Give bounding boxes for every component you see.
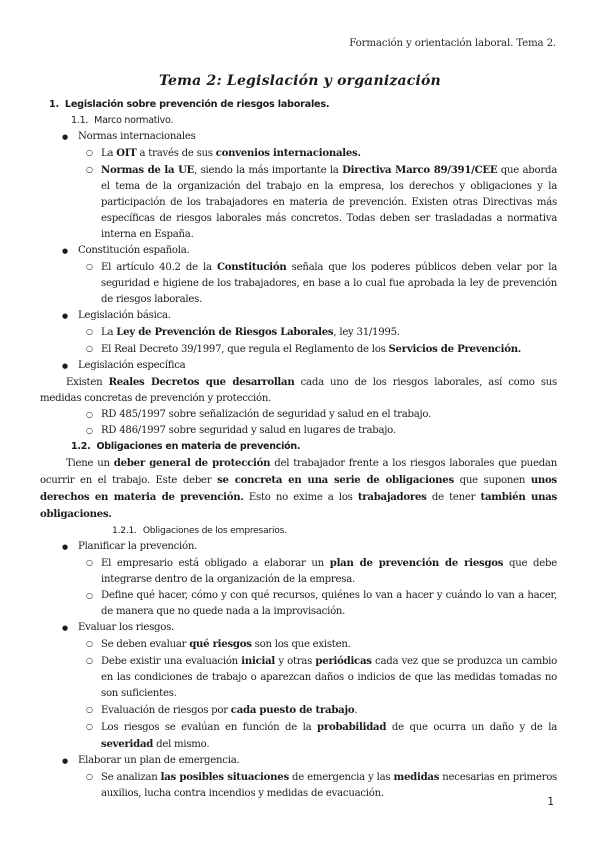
document-body [40,97,557,802]
page-header: Formación y orientación laboral. Tema 2. [349,37,556,49]
list-item: ● Legislación específica [40,358,557,374]
body-paragraph: Existen Reales Decretos que desarrollan cada uno de los riesgos laborales, así como sus medidas concretas de prevención y protección. [40,376,558,404]
subsection-heading-1-2: 1.2. Obligaciones en materia de prevención. [71,441,301,452]
subsection-heading-1-1: 1.1. Marco normativo. [71,115,174,126]
list-item: ● Legislación básica. [40,308,557,324]
list-subitem: ○ El Real Decreto 39/1997, que regula el Reglamento de los Servicios de Prevención. [40,341,557,358]
list-subitem: ○ La OIT a través de sus convenios internacionales. [40,145,557,162]
list-subitem: ○ El artículo 40.2 de la Constitución señala que los poderes públicos deben velar por la seguridad e higiene de los trabajadores, en base a lo cual fue aprobada la ley de prevención de riesgos laborales. [40,259,557,308]
list-subitem: ○ Debe existir una evaluación inicial y otras periódicas cada vez que se produzca un cambio en las condiciones de trabajo o aparezcan daños o indicios de que las medidas tomadas no son suficientes. [40,653,557,702]
list-item: ● Elaborar un plan de emergencia. [40,753,557,769]
document-title: Tema 2: Legislación y organización [159,73,441,89]
list-subitem: ○ Se analizan las posibles situaciones de emergencia y las medidas necesarias en primeros auxilios, lucha contra incendios y medidas de evacuación. [40,769,557,802]
list-subitem: ○ La Ley de Prevención de Riesgos Laborales, ley 31/1995. [40,324,557,341]
list-subitem: ○ RD 486/1997 sobre seguridad y salud en lugares de trabajo. [40,423,557,439]
list-subitem: ○ Los riesgos se evalúan en función de la probabilidad de que ocurra un daño y de la severidad del mismo. [40,719,557,753]
list-subitem: ○ Se deben evaluar qué riesgos son los que existen. [40,636,557,653]
list-item: ● Normas internacionales [40,129,557,145]
list-subitem: ○ Define qué hacer, cómo y con qué recursos, quiénes lo van a hacer y cuándo lo van a hacer, de manera que no quede nada a la improvisación. [40,588,557,620]
list-subitem: ○ Evaluación de riesgos por cada puesto de trabajo. [40,702,557,719]
list-item: ● Constitución española. [40,243,557,259]
list-subitem: ○ Normas de la UE, siendo la más importante la Directiva Marco 89/391/CEE que aborda el tema de la organización del trabajo en la empresa, los derechos y obligaciones y la participación de los trabajadores en materia de prevención. Existen otras Directivas más específicas de riesgos laborales más concretos. Todas deben ser trasladadas a normativa interna en España. [40,162,557,243]
list-subitem: ○ RD 485/1997 sobre señalización de seguridad y salud en el trabajo. [40,407,557,423]
page-number: 1 [547,796,554,808]
body-paragraph: Tiene un deber general de protección del trabajador frente a los riesgos laborales que puedan ocurrir en el trabajo. Este deber se concreta en una serie de obligaciones que suponen unos derechos en materia de prevención. Esto no exime a los trabajadores de tener también unas obligaciones. [40,457,557,520]
list-subitem: ○ El empresario está obligado a elaborar un plan de prevención de riesgos que debe integrarse dentro de la organización de la empresa. [40,555,557,588]
subsection-heading-1-2-1: 1.2.1. Obligaciones de los empresarios. [112,525,287,536]
list-item: ● Evaluar los riesgos. [40,620,557,636]
section-heading-1: 1. Legislación sobre prevención de riesgos laborales. [49,99,330,110]
list-item: ● Planificar la prevención. [40,539,557,555]
